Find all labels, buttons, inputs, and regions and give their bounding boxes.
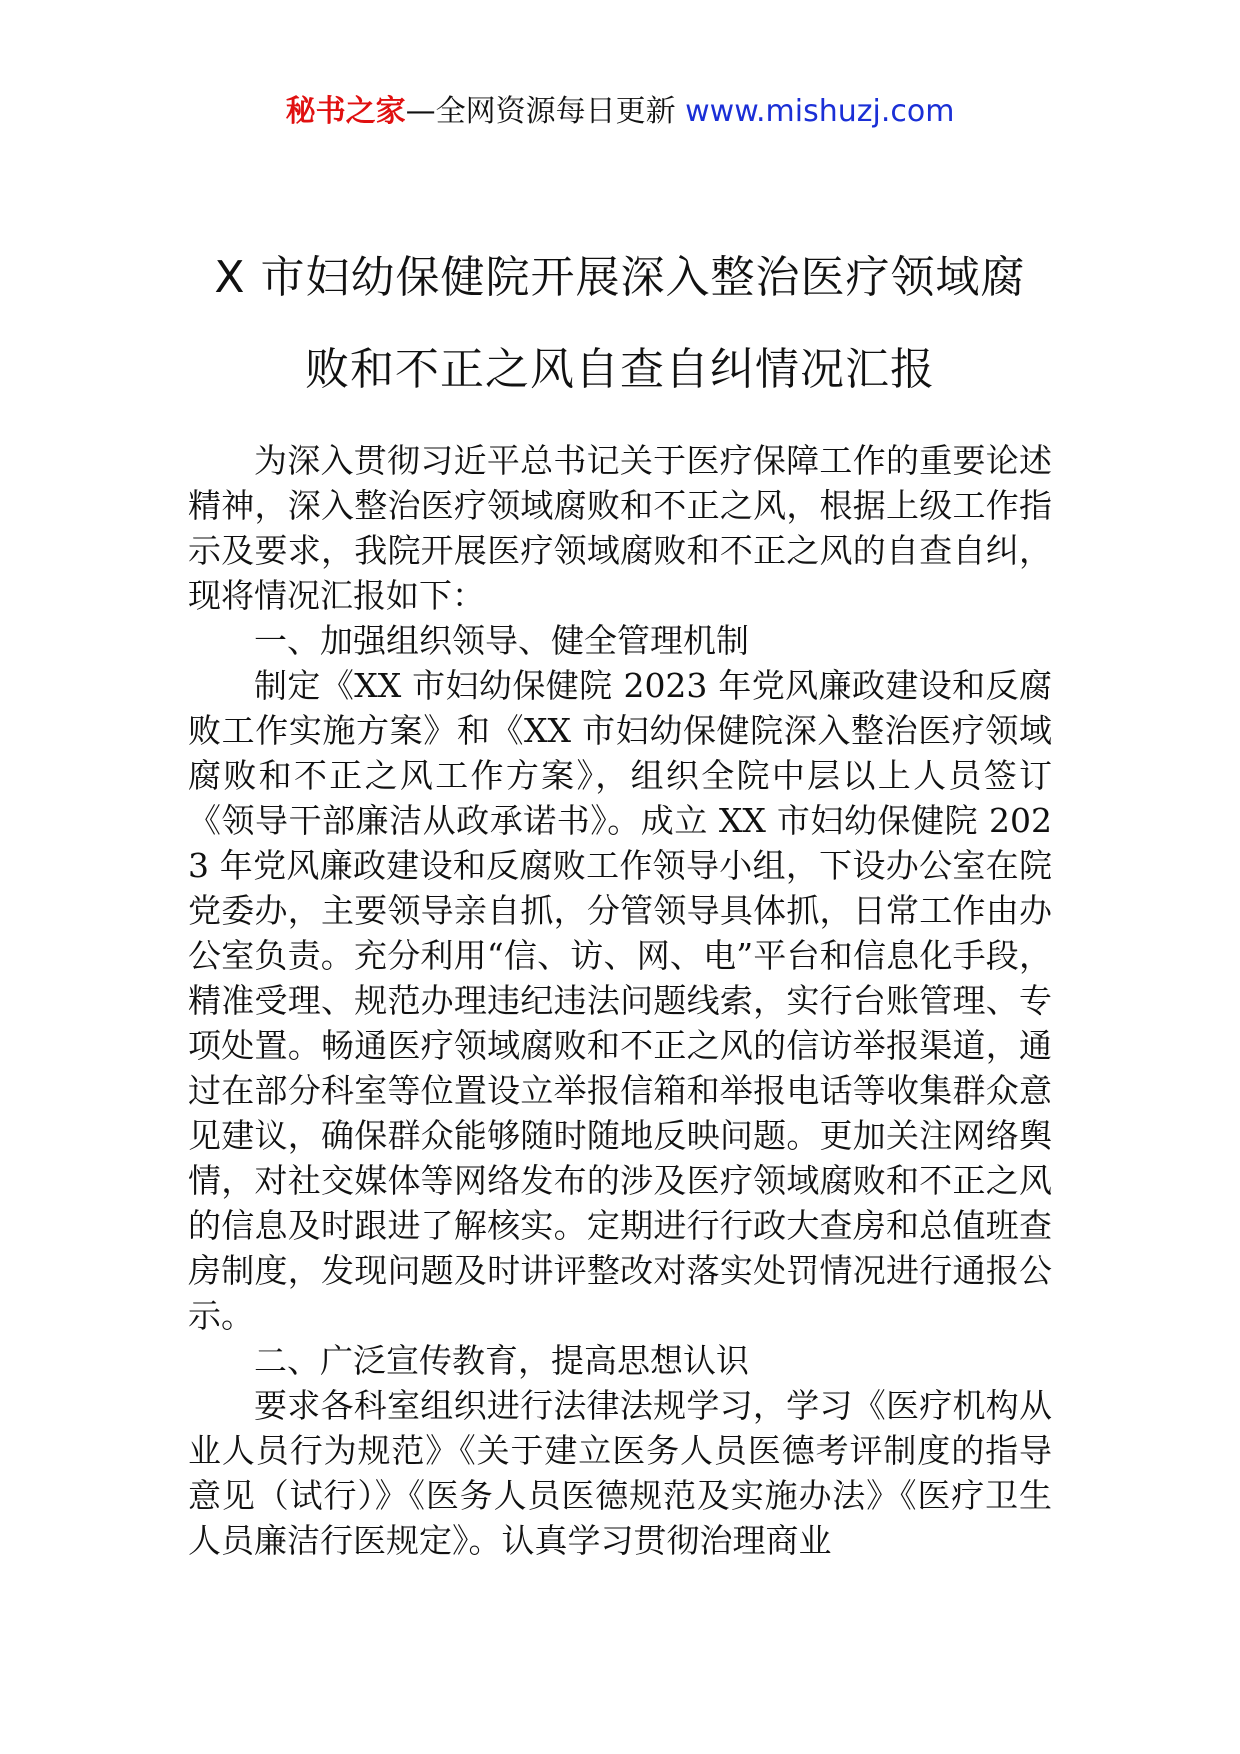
site-url[interactable]: www.mishuzj.com — [685, 94, 955, 129]
banner-slogan: —全网资源每日更新 — [405, 94, 686, 129]
title-line-1: X 市妇幼保健院开展深入整治医疗领域腐 — [214, 252, 1026, 303]
document-title — [150, 232, 1090, 416]
site-banner — [0, 92, 1240, 132]
section-1-heading: 一、加强组织领导、健全管理机制 — [254, 621, 749, 660]
brand-name: 秘书之家 — [285, 94, 406, 129]
document-body — [188, 438, 1052, 1563]
title-line-2: 败和不正之风自查自纠情况汇报 — [305, 344, 935, 395]
section-2-paragraph: 要求各科室组织进行法律法规学习，学习《医疗机构从业人员行为规范》《关于建立医务人员医德考评制度的指导意见（试行）》《医务人员医德规范及实施办法》《医疗卫生人员廉洁行医规定》。认真学习贯彻治理商业 — [188, 1386, 1052, 1560]
intro-paragraph: 为深入贯彻习近平总书记关于医疗保障工作的重要论述精神，深入整治医疗领域腐败和不正之风，根据上级工作指示及要求，我院开展医疗领域腐败和不正之风的自查自纠，现将情况汇报如下： — [188, 441, 1052, 615]
section-2-heading: 二、广泛宣传教育，提高思想认识 — [254, 1341, 749, 1380]
section-1-paragraph: 制定《XX 市妇幼保健院 2023 年党风廉政建设和反腐败工作实施方案》和《XX 市妇幼保健院深入整治医疗领域腐败和不正之风工作方案》，组织全院中层以上人员签订《领导干部廉洁从政承诺书》。成立 XX 市妇幼保健院 2023 年党风廉政建设和反腐败工作领导小组，下设办公室在院党委办，主要领导亲自抓，分管领导具体抓，日常工作由办公室负责。充分利用“信、访、网、电”平台和信息化手段，精准受理、规范办理违纪违法问题线索，实行台账管理、专项处置。畅通医疗领域腐败和不正之风的信访举报渠道，通过在部分科室等位置设立举报信箱和举报电话等收集群众意见建议，确保群众能够随时随地反映问题。更加关注网络舆情，对社交媒体等网络发布的涉及医疗领域腐败和不正之风的信息及时跟进了解核实。定期进行行政大查房和总值班查房制度，发现问题及时讲评整改对落实处罚情况进行通报公示。 — [188, 666, 1052, 1335]
